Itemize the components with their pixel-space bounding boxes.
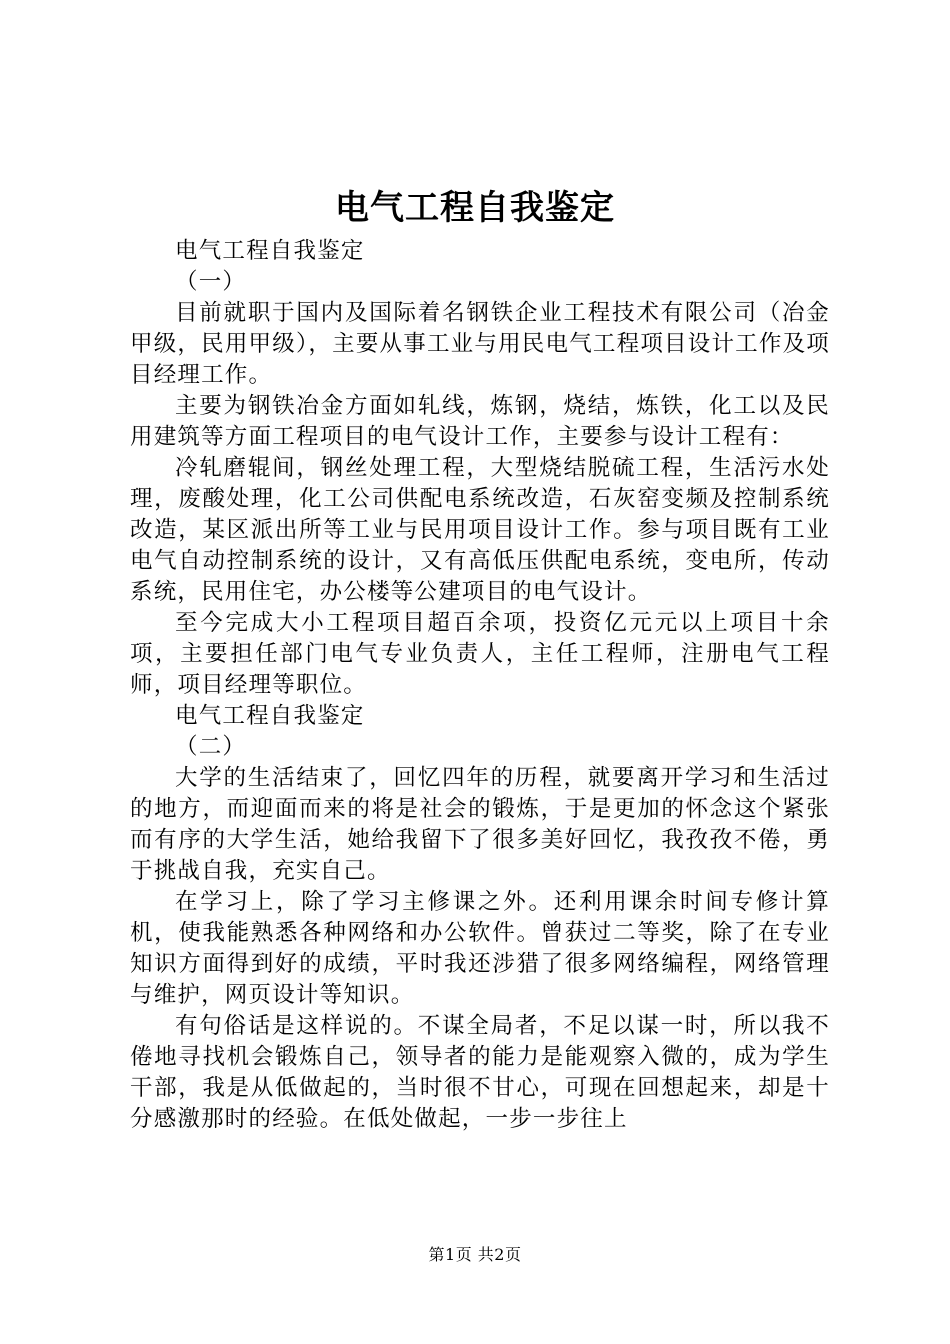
paragraph: 至今完成大小工程项目超百余项，投资亿元元以上项目十余项，主要担任部门电气专业负责人，主任工程师，注册电气工程师，项目经理等职位。 <box>130 610 830 698</box>
section-heading: 电气工程自我鉴定 <box>175 238 365 264</box>
paragraph: 目前就职于国内及国际着名钢铁企业工程技术有限公司（冶金甲级，民用甲级），主要从事工业与用民电气工程项目设计工作及项目经理工作。 <box>130 300 830 388</box>
document-title: 电气工程自我鉴定 <box>335 188 615 228</box>
paragraph: 主要为钢铁冶金方面如轧线，炼钢，烧结，炼铁，化工以及民用建筑等方面工程项目的电气设计工作，主要参与设计工程有： <box>130 393 830 450</box>
page-footer: 第1页 共2页 <box>428 1245 522 1264</box>
section-heading: 电气工程自我鉴定 <box>175 703 365 729</box>
section-marker: （一） <box>175 269 247 295</box>
paragraph: 在学习上，除了学习主修课之外。还利用课余时间专修计算机，使我能熟悉各种网络和办公软件。曾获过二等奖，除了在专业知识方面得到好的成绩，平时我还涉猎了很多网络编程，网络管理与维护，网页设计等知识。 <box>130 889 830 1008</box>
section-marker: （二） <box>175 734 247 760</box>
document-body <box>130 236 830 1135</box>
paragraph: 有句俗话是这样说的。不谋全局者，不足以谋一时，所以我不倦地寻找机会锻炼自己，领导者的能力是能观察入微的，成为学生干部，我是从低做起的，当时很不甘心，可现在回想起来，却是十分感激那时的经验。在低处做起，一步一步往上 <box>130 1013 830 1132</box>
paragraph: 冷轧磨辊间，钢丝处理工程，大型烧结脱硫工程，生活污水处理，废酸处理，化工公司供配电系统改造，石灰窑变频及控制系统改造，某区派出所等工业与民用项目设计工作。参与项目既有工业电气自动控制系统的设计，又有高低压供配电系统，变电所，传动系统，民用住宅，办公楼等公建项目的电气设计。 <box>130 455 830 605</box>
paragraph: 大学的生活结束了，回忆四年的历程，就要离开学习和生活过的地方，而迎面而来的将是社会的锻炼，于是更加的怀念这个紧张而有序的大学生活，她给我留下了很多美好回忆，我孜孜不倦，勇于挑战自我，充实自己。 <box>130 765 830 884</box>
